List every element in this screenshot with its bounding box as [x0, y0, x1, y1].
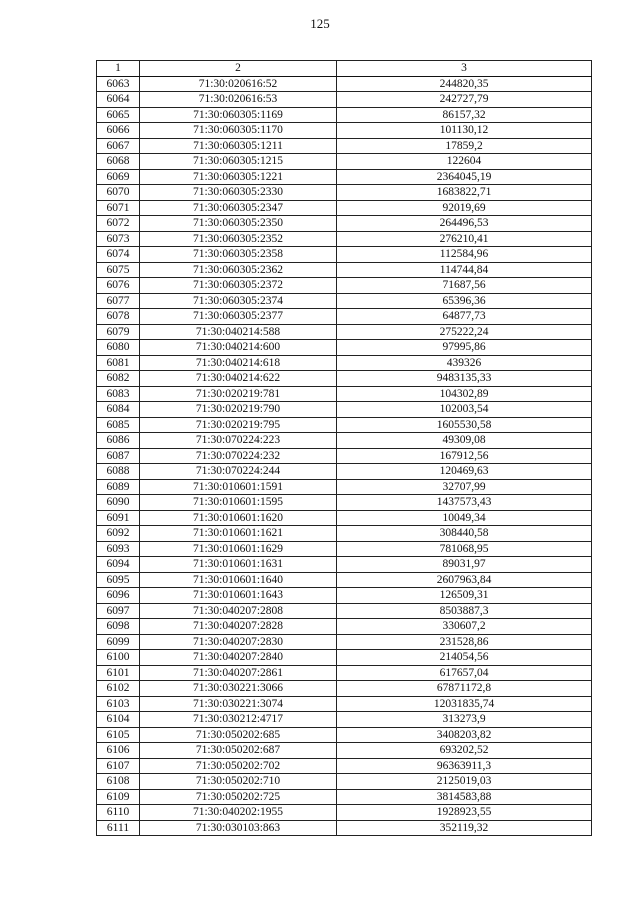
value-cell: 242727,79: [337, 92, 592, 108]
table-row: [97, 371, 592, 387]
value-cell: 120469,63: [337, 464, 592, 480]
table-row: [97, 76, 592, 92]
table-row: [97, 448, 592, 464]
cadastral-number-cell: 71:30:020219:790: [140, 402, 337, 418]
cadastral-number-cell: 71:30:040207:2828: [140, 619, 337, 635]
table-row: [97, 433, 592, 449]
value-cell: 17859,2: [337, 138, 592, 154]
table-row: [97, 526, 592, 542]
table-row: [97, 402, 592, 418]
row-number-cell: 6088: [97, 464, 140, 480]
cadastral-number-cell: 71:30:060305:2358: [140, 247, 337, 263]
column-header-3: 3: [337, 61, 592, 77]
cadastral-number-cell: 71:30:050202:725: [140, 789, 337, 805]
cadastral-number-cell: 71:30:060305:2374: [140, 293, 337, 309]
row-number-cell: 6072: [97, 216, 140, 232]
cadastral-number-cell: 71:30:040214:600: [140, 340, 337, 356]
table-row: [97, 417, 592, 433]
value-cell: 112584,96: [337, 247, 592, 263]
row-number-cell: 6068: [97, 154, 140, 170]
row-number-cell: 6070: [97, 185, 140, 201]
cadastral-number-cell: 71:30:010601:1640: [140, 572, 337, 588]
cadastral-number-cell: 71:30:060305:1170: [140, 123, 337, 139]
cadastral-number-cell: 71:30:020616:53: [140, 92, 337, 108]
value-cell: 244820,35: [337, 76, 592, 92]
table-header: [97, 61, 592, 77]
table-row: [97, 650, 592, 666]
value-cell: 122604: [337, 154, 592, 170]
table-row: [97, 541, 592, 557]
row-number-cell: 6074: [97, 247, 140, 263]
cadastral-number-cell: 71:30:030103:863: [140, 820, 337, 836]
table-row: [97, 293, 592, 309]
value-cell: 276210,41: [337, 231, 592, 247]
value-cell: 10049,34: [337, 510, 592, 526]
table-row: [97, 340, 592, 356]
table-row: [97, 479, 592, 495]
row-number-cell: 6100: [97, 650, 140, 666]
row-number-cell: 6093: [97, 541, 140, 557]
cadastral-number-cell: 71:30:020616:52: [140, 76, 337, 92]
cadastral-number-cell: 71:30:040207:2840: [140, 650, 337, 666]
row-number-cell: 6095: [97, 572, 140, 588]
table-row: [97, 324, 592, 340]
row-number-cell: 6063: [97, 76, 140, 92]
value-cell: 693202,52: [337, 743, 592, 759]
value-cell: 1683822,71: [337, 185, 592, 201]
row-number-cell: 6089: [97, 479, 140, 495]
row-number-cell: 6099: [97, 634, 140, 650]
row-number-cell: 6092: [97, 526, 140, 542]
table-row: [97, 92, 592, 108]
row-number-cell: 6107: [97, 758, 140, 774]
value-cell: 330607,2: [337, 619, 592, 635]
cadastral-number-cell: 71:30:060305:2347: [140, 200, 337, 216]
table-row: [97, 247, 592, 263]
value-cell: 114744,84: [337, 262, 592, 278]
value-cell: 32707,99: [337, 479, 592, 495]
table-row: [97, 572, 592, 588]
row-number-cell: 6091: [97, 510, 140, 526]
row-number-cell: 6073: [97, 231, 140, 247]
value-cell: 231528,86: [337, 634, 592, 650]
value-cell: 12031835,74: [337, 696, 592, 712]
row-number-cell: 6097: [97, 603, 140, 619]
value-cell: 1605530,58: [337, 417, 592, 433]
value-cell: 3408203,82: [337, 727, 592, 743]
cadastral-number-cell: 71:30:050202:685: [140, 727, 337, 743]
cadastral-number-cell: 71:30:060305:1169: [140, 107, 337, 123]
cadastral-number-cell: 71:30:010601:1591: [140, 479, 337, 495]
row-number-cell: 6105: [97, 727, 140, 743]
row-number-cell: 6101: [97, 665, 140, 681]
value-cell: 1437573,43: [337, 495, 592, 511]
cadastral-number-cell: 71:30:030212:4717: [140, 712, 337, 728]
value-cell: 71687,56: [337, 278, 592, 294]
table-row: [97, 154, 592, 170]
table-row: [97, 278, 592, 294]
cadastral-number-cell: 71:30:050202:687: [140, 743, 337, 759]
value-cell: 92019,69: [337, 200, 592, 216]
value-cell: 8503887,3: [337, 603, 592, 619]
value-cell: 264496,53: [337, 216, 592, 232]
cadastral-number-cell: 71:30:060305:2330: [140, 185, 337, 201]
row-number-cell: 6104: [97, 712, 140, 728]
cadastral-number-cell: 71:30:020219:795: [140, 417, 337, 433]
value-cell: 65396,36: [337, 293, 592, 309]
table-row: [97, 634, 592, 650]
row-number-cell: 6106: [97, 743, 140, 759]
row-number-cell: 6083: [97, 386, 140, 402]
row-number-cell: 6067: [97, 138, 140, 154]
row-number-cell: 6077: [97, 293, 140, 309]
cadastral-number-cell: 71:30:040214:588: [140, 324, 337, 340]
row-number-cell: 6102: [97, 681, 140, 697]
value-cell: 275222,24: [337, 324, 592, 340]
table-row: [97, 805, 592, 821]
value-cell: 126509,31: [337, 588, 592, 604]
table-row: [97, 820, 592, 836]
table-row: [97, 169, 592, 185]
value-cell: 9483135,33: [337, 371, 592, 387]
value-cell: 2364045,19: [337, 169, 592, 185]
table-row: [97, 510, 592, 526]
column-header-2: 2: [140, 61, 337, 77]
cadastral-number-cell: 71:30:050202:710: [140, 774, 337, 790]
table-row: [97, 789, 592, 805]
row-number-cell: 6071: [97, 200, 140, 216]
cadastral-number-cell: 71:30:060305:2350: [140, 216, 337, 232]
row-number-cell: 6096: [97, 588, 140, 604]
header-row: [97, 61, 592, 77]
table-row: [97, 386, 592, 402]
table-row: [97, 774, 592, 790]
row-number-cell: 6075: [97, 262, 140, 278]
table-row: [97, 309, 592, 325]
row-number-cell: 6078: [97, 309, 140, 325]
table-row: [97, 557, 592, 573]
value-cell: 1928923,55: [337, 805, 592, 821]
table-row: [97, 743, 592, 759]
table-row: [97, 231, 592, 247]
table-row: [97, 727, 592, 743]
cadastral-number-cell: 71:30:060305:2352: [140, 231, 337, 247]
cadastral-number-cell: 71:30:040207:2808: [140, 603, 337, 619]
row-number-cell: 6081: [97, 355, 140, 371]
value-cell: 86157,32: [337, 107, 592, 123]
value-cell: 2607963,84: [337, 572, 592, 588]
cadastral-number-cell: 71:30:060305:1211: [140, 138, 337, 154]
value-cell: 67871172,8: [337, 681, 592, 697]
table-row: [97, 495, 592, 511]
row-number-cell: 6110: [97, 805, 140, 821]
table-row: [97, 200, 592, 216]
table-row: [97, 758, 592, 774]
table-body: [97, 76, 592, 836]
value-cell: 102003,54: [337, 402, 592, 418]
value-cell: 439326: [337, 355, 592, 371]
cadastral-number-cell: 71:30:010601:1631: [140, 557, 337, 573]
value-cell: 64877,73: [337, 309, 592, 325]
value-cell: 167912,56: [337, 448, 592, 464]
table-row: [97, 464, 592, 480]
row-number-cell: 6076: [97, 278, 140, 294]
value-cell: 308440,58: [337, 526, 592, 542]
cadastral-number-cell: 71:30:030221:3074: [140, 696, 337, 712]
table-row: [97, 138, 592, 154]
cadastral-number-cell: 71:30:020219:781: [140, 386, 337, 402]
row-number-cell: 6111: [97, 820, 140, 836]
row-number-cell: 6065: [97, 107, 140, 123]
cadastral-number-cell: 71:30:050202:702: [140, 758, 337, 774]
row-number-cell: 6090: [97, 495, 140, 511]
table-row: [97, 216, 592, 232]
table-row: [97, 185, 592, 201]
cadastral-number-cell: 71:30:010601:1629: [140, 541, 337, 557]
cadastral-number-cell: 71:30:060305:2372: [140, 278, 337, 294]
value-cell: 352119,32: [337, 820, 592, 836]
row-number-cell: 6080: [97, 340, 140, 356]
column-header-1: 1: [97, 61, 140, 77]
data-table: [96, 60, 592, 836]
cadastral-number-cell: 71:30:060305:1215: [140, 154, 337, 170]
value-cell: 101130,12: [337, 123, 592, 139]
cadastral-number-cell: 71:30:060305:1221: [140, 169, 337, 185]
value-cell: 617657,04: [337, 665, 592, 681]
value-cell: 3814583,88: [337, 789, 592, 805]
value-cell: 2125019,03: [337, 774, 592, 790]
row-number-cell: 6087: [97, 448, 140, 464]
page-number: 125: [310, 16, 330, 31]
table-row: [97, 681, 592, 697]
table-row: [97, 696, 592, 712]
table-row: [97, 123, 592, 139]
cadastral-number-cell: 71:30:010601:1620: [140, 510, 337, 526]
row-number-cell: 6108: [97, 774, 140, 790]
value-cell: 89031,97: [337, 557, 592, 573]
value-cell: 313273,9: [337, 712, 592, 728]
cadastral-number-cell: 71:30:040202:1955: [140, 805, 337, 821]
table-row: [97, 712, 592, 728]
row-number-cell: 6109: [97, 789, 140, 805]
cadastral-number-cell: 71:30:060305:2377: [140, 309, 337, 325]
cadastral-number-cell: 71:30:030221:3066: [140, 681, 337, 697]
cadastral-number-cell: 71:30:060305:2362: [140, 262, 337, 278]
cadastral-number-cell: 71:30:010601:1595: [140, 495, 337, 511]
row-number-cell: 6064: [97, 92, 140, 108]
row-number-cell: 6082: [97, 371, 140, 387]
row-number-cell: 6103: [97, 696, 140, 712]
table-row: [97, 107, 592, 123]
cadastral-number-cell: 71:30:040214:618: [140, 355, 337, 371]
value-cell: 96363911,3: [337, 758, 592, 774]
value-cell: 781068,95: [337, 541, 592, 557]
cadastral-number-cell: 71:30:010601:1621: [140, 526, 337, 542]
table-row: [97, 665, 592, 681]
value-cell: 104302,89: [337, 386, 592, 402]
table-row: [97, 588, 592, 604]
table-row: [97, 355, 592, 371]
cadastral-number-cell: 71:30:040207:2861: [140, 665, 337, 681]
cadastral-number-cell: 71:30:010601:1643: [140, 588, 337, 604]
value-cell: 214054,56: [337, 650, 592, 666]
row-number-cell: 6084: [97, 402, 140, 418]
table-row: [97, 262, 592, 278]
row-number-cell: 6086: [97, 433, 140, 449]
cadastral-number-cell: 71:30:070224:232: [140, 448, 337, 464]
row-number-cell: 6098: [97, 619, 140, 635]
cadastral-number-cell: 71:30:040214:622: [140, 371, 337, 387]
table-row: [97, 619, 592, 635]
row-number-cell: 6079: [97, 324, 140, 340]
row-number-cell: 6094: [97, 557, 140, 573]
table-row: [97, 603, 592, 619]
row-number-cell: 6085: [97, 417, 140, 433]
value-cell: 49309,08: [337, 433, 592, 449]
cadastral-number-cell: 71:30:070224:244: [140, 464, 337, 480]
value-cell: 97995,86: [337, 340, 592, 356]
row-number-cell: 6066: [97, 123, 140, 139]
cadastral-number-cell: 71:30:070224:223: [140, 433, 337, 449]
cadastral-number-cell: 71:30:040207:2830: [140, 634, 337, 650]
row-number-cell: 6069: [97, 169, 140, 185]
